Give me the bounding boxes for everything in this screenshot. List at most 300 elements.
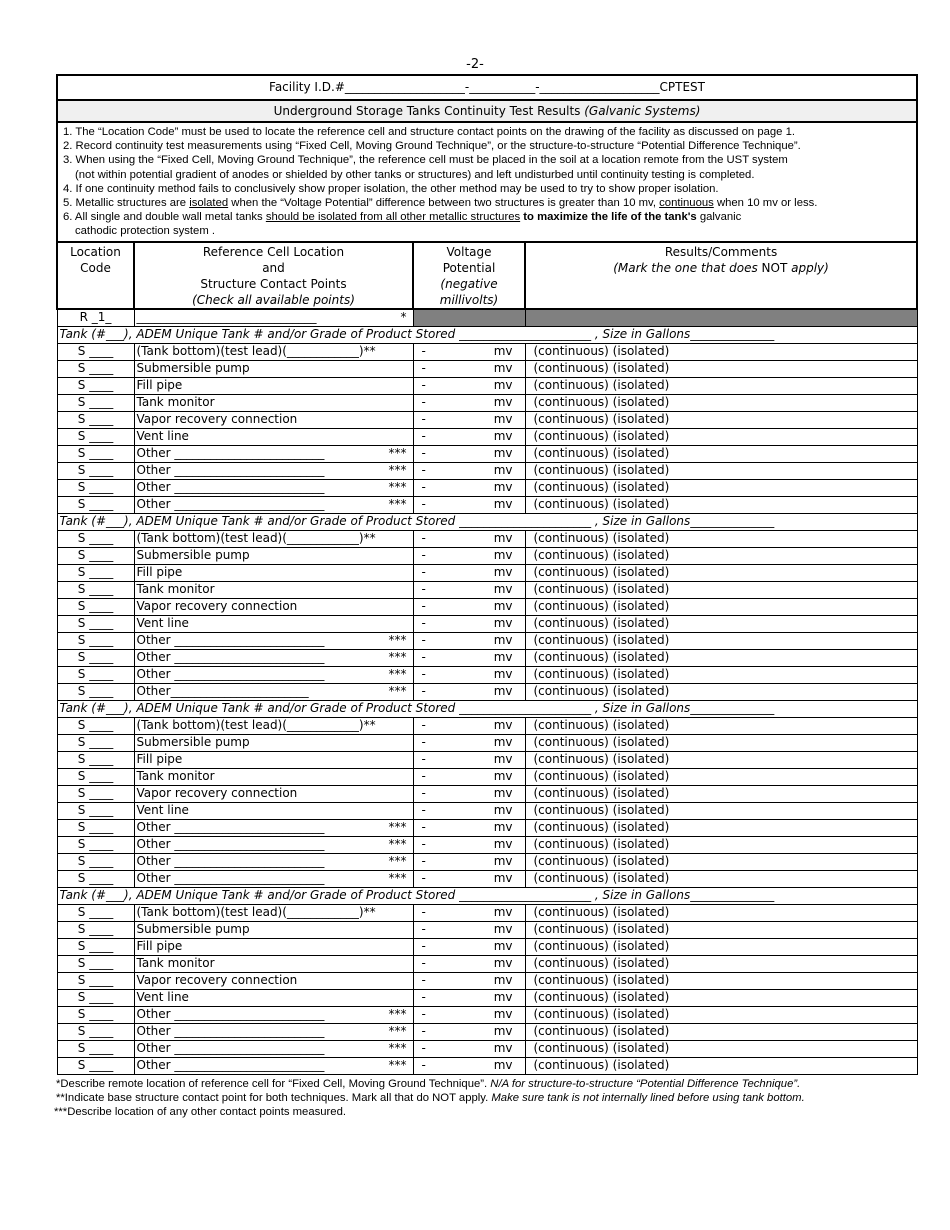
voltage-cell[interactable] — [413, 989, 525, 1006]
footnote-mark: *** — [388, 819, 407, 834]
mv-unit: mv — [493, 343, 513, 358]
tank-header[interactable]: Tank (#___), ADEM Unique Tank # and/or Grade of Product Stored ______________________ , Size in Gallons______________ — [57, 326, 917, 343]
voltage-cell[interactable] — [413, 785, 525, 802]
voltage-cell[interactable] — [413, 394, 525, 411]
location-code-cell[interactable]: S ____ — [57, 904, 134, 921]
contact-point-label: Other _________________________ — [136, 446, 325, 461]
contact-point-cell[interactable] — [134, 1006, 413, 1023]
voltage-cell[interactable] — [413, 972, 525, 989]
contact-point-cell[interactable] — [134, 785, 413, 802]
location-code-cell[interactable]: S ____ — [57, 768, 134, 785]
contact-point-label: Other _________________________ — [136, 1041, 325, 1056]
mv-unit: mv — [493, 581, 513, 596]
table-row — [57, 955, 917, 972]
contact-point-label: Other _________________________ — [136, 1007, 325, 1022]
reference-row — [57, 309, 917, 327]
voltage-cell[interactable] — [413, 615, 525, 632]
voltage-cell[interactable] — [413, 496, 525, 513]
location-code-cell[interactable]: S ____ — [57, 683, 134, 700]
contact-point-cell[interactable] — [134, 734, 413, 751]
header-line: and — [262, 260, 285, 275]
contact-point-cell[interactable] — [134, 717, 413, 734]
negative-sign: - — [421, 377, 426, 392]
contact-point-cell[interactable] — [134, 819, 413, 836]
contact-point-cell[interactable] — [134, 751, 413, 768]
location-code-cell[interactable]: S ____ — [57, 1057, 134, 1074]
negative-sign: - — [421, 768, 426, 783]
contact-point-label: Tank monitor — [136, 395, 215, 410]
location-code-cell[interactable]: S ____ — [57, 377, 134, 394]
mv-unit: mv — [493, 785, 513, 800]
contact-point-label: Vent line — [136, 803, 189, 818]
location-code-cell[interactable]: S ____ — [57, 632, 134, 649]
table-row — [57, 530, 917, 547]
voltage-cell[interactable] — [413, 955, 525, 972]
contact-point-label: Other _________________________ — [136, 820, 325, 835]
contact-point-cell[interactable] — [134, 853, 413, 870]
contact-point-cell[interactable] — [134, 666, 413, 683]
contact-point-cell[interactable] — [134, 683, 413, 700]
location-code-cell[interactable]: S ____ — [57, 496, 134, 513]
negative-sign: - — [421, 734, 426, 749]
location-code-cell[interactable]: S ____ — [57, 547, 134, 564]
voltage-cell[interactable] — [413, 581, 525, 598]
reference-description[interactable] — [134, 309, 413, 327]
contact-point-cell[interactable] — [134, 479, 413, 496]
contact-point-label: Vent line — [136, 429, 189, 444]
reference-code[interactable]: R _1_ — [57, 309, 134, 327]
voltage-cell[interactable] — [413, 734, 525, 751]
location-code-cell[interactable]: S ____ — [57, 955, 134, 972]
mv-unit: mv — [493, 870, 513, 885]
footnote-1 — [56, 1077, 916, 1091]
voltage-cell[interactable] — [413, 921, 525, 938]
table-row — [57, 683, 917, 700]
voltage-cell[interactable] — [413, 530, 525, 547]
instruction-6-bold: to maximize the life of the tank's — [520, 211, 697, 224]
header-line: Code — [80, 260, 111, 275]
tank-header[interactable]: Tank (#___), ADEM Unique Tank # and/or Grade of Product Stored ______________________ , Size in Gallons______________ — [57, 513, 917, 530]
contact-point-label: Other _________________________ — [136, 837, 325, 852]
voltage-header — [413, 242, 525, 309]
location-code-cell[interactable]: S ____ — [57, 819, 134, 836]
contact-point-cell[interactable] — [134, 411, 413, 428]
mv-unit: mv — [493, 955, 513, 970]
result-cell[interactable]: (continuous) (isolated) — [525, 479, 917, 496]
contact-point-cell[interactable] — [134, 462, 413, 479]
contact-point-cell[interactable] — [134, 1023, 413, 1040]
result-cell[interactable]: (continuous) (isolated) — [525, 955, 917, 972]
contact-point-cell[interactable] — [134, 615, 413, 632]
table-row — [57, 615, 917, 632]
location-code-cell[interactable]: S ____ — [57, 564, 134, 581]
header-line: (negative — [440, 276, 498, 291]
result-cell[interactable]: (continuous) (isolated) — [525, 1040, 917, 1057]
voltage-cell[interactable] — [413, 938, 525, 955]
location-code-cell[interactable]: S ____ — [57, 360, 134, 377]
contact-point-label: Vapor recovery connection — [136, 786, 298, 801]
table-row — [57, 564, 917, 581]
contact-point-cell[interactable] — [134, 530, 413, 547]
table-row — [57, 547, 917, 564]
result-cell[interactable]: (continuous) (isolated) — [525, 683, 917, 700]
contact-point-cell[interactable] — [134, 921, 413, 938]
result-cell[interactable]: (continuous) (isolated) — [525, 1006, 917, 1023]
result-cell[interactable]: (continuous) (isolated) — [525, 394, 917, 411]
location-code-cell[interactable]: S ____ — [57, 428, 134, 445]
contact-point-label: Other _________________________ — [136, 633, 325, 648]
location-code-cell[interactable]: S ____ — [57, 615, 134, 632]
footnote-mark: *** — [388, 836, 407, 851]
table-row — [57, 462, 917, 479]
result-cell[interactable]: (continuous) (isolated) — [525, 428, 917, 445]
mv-unit: mv — [493, 717, 513, 732]
table-row — [57, 972, 917, 989]
location-code-cell[interactable]: S ____ — [57, 751, 134, 768]
mv-unit: mv — [493, 734, 513, 749]
voltage-cell[interactable] — [413, 598, 525, 615]
instruction-6-part: galvanic — [696, 211, 742, 224]
location-code-cell[interactable]: S ____ — [57, 666, 134, 683]
contact-point-label: Fill pipe — [136, 378, 183, 393]
negative-sign: - — [421, 530, 426, 545]
footnote-text: *Describe remote location of reference cell for “Fixed Cell, Moving Ground Technique”. — [56, 1077, 491, 1090]
header-not: NOT — [761, 260, 788, 275]
result-cell[interactable]: (continuous) (isolated) — [525, 445, 917, 462]
location-code-cell[interactable]: S ____ — [57, 802, 134, 819]
negative-sign: - — [421, 938, 426, 953]
instruction-5-part: 5. Metallic structures are — [63, 197, 190, 210]
location-code-cell[interactable]: S ____ — [57, 853, 134, 870]
facility-id-line[interactable]: Facility I.D.#____________________-___________-____________________CPTEST — [57, 75, 917, 100]
contact-point-label: Submersible pump — [136, 361, 250, 376]
table-row — [57, 938, 917, 955]
contact-point-cell[interactable] — [134, 1040, 413, 1057]
result-cell[interactable]: (continuous) (isolated) — [525, 649, 917, 666]
contact-point-cell[interactable] — [134, 343, 413, 360]
negative-sign: - — [421, 564, 426, 579]
negative-sign: - — [421, 1057, 426, 1072]
result-cell[interactable]: (continuous) (isolated) — [525, 836, 917, 853]
header-line: (Check all available points) — [192, 292, 355, 307]
contact-point-cell[interactable] — [134, 547, 413, 564]
voltage-cell[interactable] — [413, 632, 525, 649]
contact-point-cell[interactable] — [134, 836, 413, 853]
footnote-mark: *** — [388, 445, 407, 460]
voltage-cell[interactable] — [413, 462, 525, 479]
tank-header-row — [57, 513, 917, 530]
voltage-cell[interactable] — [413, 819, 525, 836]
footnote-mark: *** — [388, 853, 407, 868]
instruction-6-underlined: should be isolated from all other metallic structures — [265, 211, 521, 224]
result-cell[interactable]: (continuous) (isolated) — [525, 717, 917, 734]
table-row — [57, 853, 917, 870]
contact-point-cell[interactable] — [134, 428, 413, 445]
contact-point-label: Other _________________________ — [136, 1058, 325, 1073]
footnote-mark: *** — [388, 496, 407, 511]
table-row — [57, 649, 917, 666]
negative-sign: - — [421, 751, 426, 766]
result-cell[interactable]: (continuous) (isolated) — [525, 564, 917, 581]
location-code-cell[interactable]: S ____ — [57, 411, 134, 428]
result-cell[interactable]: (continuous) (isolated) — [525, 530, 917, 547]
negative-sign: - — [421, 785, 426, 800]
table-row — [57, 921, 917, 938]
voltage-cell[interactable] — [413, 717, 525, 734]
location-code-cell[interactable]: S ____ — [57, 530, 134, 547]
negative-sign: - — [421, 632, 426, 647]
contact-point-label: Other _________________________ — [136, 650, 325, 665]
mv-unit: mv — [493, 989, 513, 1004]
voltage-cell[interactable] — [413, 411, 525, 428]
contact-point-label: Other _________________________ — [136, 497, 325, 512]
result-cell[interactable]: (continuous) (isolated) — [525, 360, 917, 377]
contact-point-cell[interactable] — [134, 360, 413, 377]
footnote-mark: *** — [388, 1057, 407, 1072]
result-cell[interactable]: (continuous) (isolated) — [525, 819, 917, 836]
contact-point-label: Other _________________________ — [136, 1024, 325, 1039]
instruction-5-part: when the “Voltage Potential” difference between two structures is greater than 10 mv, — [228, 197, 660, 210]
mv-unit: mv — [493, 564, 513, 579]
contact-point-cell[interactable] — [134, 581, 413, 598]
contact-point-cell[interactable] — [134, 955, 413, 972]
mv-unit: mv — [493, 479, 513, 494]
voltage-cell[interactable] — [413, 479, 525, 496]
results-header — [525, 242, 917, 309]
location-code-cell[interactable]: S ____ — [57, 921, 134, 938]
result-cell[interactable]: (continuous) (isolated) — [525, 496, 917, 513]
footnote-mark: *** — [388, 1006, 407, 1021]
contact-point-label: Vapor recovery connection — [136, 412, 298, 427]
instruction-6-part: 6. All single and double wall metal tanks — [63, 211, 266, 224]
location-code-cell[interactable]: S ____ — [57, 972, 134, 989]
location-code-cell[interactable]: S ____ — [57, 785, 134, 802]
contact-point-cell[interactable] — [134, 632, 413, 649]
mv-unit: mv — [493, 530, 513, 545]
result-cell[interactable]: (continuous) (isolated) — [525, 870, 917, 887]
contact-point-label: (Tank bottom)(test lead)(____________)** — [136, 718, 376, 733]
result-cell[interactable]: (continuous) (isolated) — [525, 751, 917, 768]
negative-sign: - — [421, 360, 426, 375]
contact-point-cell[interactable] — [134, 377, 413, 394]
negative-sign: - — [421, 819, 426, 834]
result-cell[interactable]: (continuous) (isolated) — [525, 411, 917, 428]
mv-unit: mv — [493, 411, 513, 426]
tank-header[interactable]: Tank (#___), ADEM Unique Tank # and/or Grade of Product Stored ______________________ , Size in Gallons______________ — [57, 700, 917, 717]
location-code-cell[interactable]: S ____ — [57, 734, 134, 751]
location-code-cell[interactable]: S ____ — [57, 870, 134, 887]
table-row — [57, 989, 917, 1006]
footnote-mark: *** — [388, 683, 407, 698]
mv-unit: mv — [493, 632, 513, 647]
contact-point-cell[interactable] — [134, 972, 413, 989]
contact-point-cell[interactable] — [134, 598, 413, 615]
result-cell[interactable]: (continuous) (isolated) — [525, 921, 917, 938]
contact-point-cell[interactable] — [134, 564, 413, 581]
table-row — [57, 479, 917, 496]
table-row — [57, 666, 917, 683]
contact-point-label: Other _________________________ — [136, 463, 325, 478]
contact-point-cell[interactable] — [134, 989, 413, 1006]
contact-point-cell[interactable] — [134, 1057, 413, 1074]
location-code-cell[interactable]: S ____ — [57, 1040, 134, 1057]
location-code-cell[interactable]: S ____ — [57, 581, 134, 598]
contact-point-cell[interactable] — [134, 445, 413, 462]
contact-point-label: Vent line — [136, 616, 189, 631]
voltage-cell[interactable] — [413, 649, 525, 666]
voltage-cell[interactable] — [413, 445, 525, 462]
contact-point-label: Other _________________________ — [136, 480, 325, 495]
voltage-cell[interactable] — [413, 904, 525, 921]
contact-point-cell[interactable] — [134, 870, 413, 887]
footnote-mark: *** — [388, 462, 407, 477]
negative-sign: - — [421, 955, 426, 970]
instruction-3-cont: (not within potential gradient of anodes or shielded by other tanks or structures) and left undisturbed until continuity testing is completed. — [75, 168, 755, 181]
voltage-cell[interactable] — [413, 1023, 525, 1040]
voltage-cell[interactable] — [413, 751, 525, 768]
contact-point-cell[interactable] — [134, 904, 413, 921]
location-code-cell[interactable]: S ____ — [57, 1023, 134, 1040]
result-cell[interactable]: (continuous) (isolated) — [525, 734, 917, 751]
table-row — [57, 870, 917, 887]
footnotes — [56, 1077, 916, 1119]
table-row — [57, 734, 917, 751]
result-cell[interactable]: (continuous) (isolated) — [525, 853, 917, 870]
mv-unit: mv — [493, 836, 513, 851]
contact-point-label: (Tank bottom)(test lead)(____________)** — [136, 344, 376, 359]
location-code-cell[interactable]: S ____ — [57, 1006, 134, 1023]
contact-point-label: Other_______________________ — [136, 684, 309, 699]
voltage-cell[interactable] — [413, 377, 525, 394]
contact-point-label: Fill pipe — [136, 939, 183, 954]
location-code-header — [57, 242, 134, 309]
negative-sign: - — [421, 428, 426, 443]
voltage-cell[interactable] — [413, 428, 525, 445]
location-code-cell[interactable]: S ____ — [57, 836, 134, 853]
table-row — [57, 802, 917, 819]
mv-unit: mv — [493, 649, 513, 664]
voltage-cell[interactable] — [413, 853, 525, 870]
result-cell[interactable]: (continuous) (isolated) — [525, 938, 917, 955]
footnote-mark: *** — [388, 870, 407, 885]
voltage-cell[interactable] — [413, 1057, 525, 1074]
header-line: apply) — [787, 260, 829, 275]
tank-header[interactable]: Tank (#___), ADEM Unique Tank # and/or Grade of Product Stored ______________________ , Size in Gallons______________ — [57, 887, 917, 904]
header-line: Potential — [442, 260, 496, 275]
mv-unit: mv — [493, 360, 513, 375]
location-code-cell[interactable]: S ____ — [57, 445, 134, 462]
table-row — [57, 751, 917, 768]
voltage-cell[interactable] — [413, 343, 525, 360]
mv-unit: mv — [493, 462, 513, 477]
location-code-cell[interactable]: S ____ — [57, 717, 134, 734]
location-code-cell[interactable]: S ____ — [57, 649, 134, 666]
contact-point-cell[interactable] — [134, 496, 413, 513]
mv-unit: mv — [493, 428, 513, 443]
result-cell[interactable]: (continuous) (isolated) — [525, 666, 917, 683]
negative-sign: - — [421, 411, 426, 426]
footnote-mark: *** — [388, 1040, 407, 1055]
contact-point-cell[interactable] — [134, 394, 413, 411]
location-code-cell[interactable]: S ____ — [57, 343, 134, 360]
result-cell[interactable]: (continuous) (isolated) — [525, 989, 917, 1006]
instruction-6 — [63, 210, 911, 224]
contact-point-label: (Tank bottom)(test lead)(____________)** — [136, 531, 376, 546]
result-cell[interactable]: (continuous) (isolated) — [525, 1023, 917, 1040]
contact-point-label: (Tank bottom)(test lead)(____________)** — [136, 905, 376, 920]
footnote-mark: *** — [388, 479, 407, 494]
reference-cell-header — [134, 242, 413, 309]
location-code-cell[interactable]: S ____ — [57, 394, 134, 411]
voltage-cell[interactable] — [413, 360, 525, 377]
tank-header-row — [57, 700, 917, 717]
voltage-cell[interactable] — [413, 564, 525, 581]
instruction-5 — [63, 196, 911, 210]
contact-point-label: Vapor recovery connection — [136, 599, 298, 614]
negative-sign: - — [421, 717, 426, 732]
contact-point-cell[interactable] — [134, 768, 413, 785]
mv-unit: mv — [493, 683, 513, 698]
negative-sign: - — [421, 836, 426, 851]
location-code-cell[interactable]: S ____ — [57, 479, 134, 496]
voltage-cell[interactable] — [413, 768, 525, 785]
location-code-cell[interactable]: S ____ — [57, 462, 134, 479]
result-cell[interactable]: (continuous) (isolated) — [525, 343, 917, 360]
voltage-cell[interactable] — [413, 836, 525, 853]
mv-unit: mv — [493, 768, 513, 783]
contact-point-cell[interactable] — [134, 938, 413, 955]
instruction-4: 4. If one continuity method fails to conclusively show proper isolation, the other method may be used to try to show proper isolation. — [63, 182, 719, 195]
result-cell[interactable]: (continuous) (isolated) — [525, 581, 917, 598]
voltage-cell[interactable] — [413, 683, 525, 700]
table-row — [57, 768, 917, 785]
form-container — [56, 74, 916, 1119]
contact-point-cell[interactable] — [134, 649, 413, 666]
voltage-cell[interactable] — [413, 547, 525, 564]
result-cell[interactable]: (continuous) (isolated) — [525, 547, 917, 564]
location-code-cell[interactable]: S ____ — [57, 598, 134, 615]
result-cell[interactable]: (continuous) (isolated) — [525, 768, 917, 785]
instruction-5-isolated: isolated — [189, 197, 229, 210]
result-cell[interactable]: (continuous) (isolated) — [525, 632, 917, 649]
location-code-cell[interactable]: S ____ — [57, 989, 134, 1006]
location-code-cell[interactable]: S ____ — [57, 938, 134, 955]
result-cell[interactable]: (continuous) (isolated) — [525, 785, 917, 802]
result-cell[interactable]: (continuous) (isolated) — [525, 904, 917, 921]
voltage-cell[interactable] — [413, 1006, 525, 1023]
table-row — [57, 785, 917, 802]
negative-sign: - — [421, 870, 426, 885]
contact-point-label: Tank monitor — [136, 582, 215, 597]
voltage-cell[interactable] — [413, 666, 525, 683]
result-cell[interactable]: (continuous) (isolated) — [525, 802, 917, 819]
mv-unit: mv — [493, 598, 513, 613]
result-cell[interactable]: (continuous) (isolated) — [525, 1057, 917, 1074]
result-cell[interactable]: (continuous) (isolated) — [525, 462, 917, 479]
voltage-cell[interactable] — [413, 870, 525, 887]
contact-point-cell[interactable] — [134, 802, 413, 819]
contact-point-label: Tank monitor — [136, 956, 215, 971]
contact-point-label: Other _________________________ — [136, 854, 325, 869]
table-row — [57, 496, 917, 513]
result-cell[interactable]: (continuous) (isolated) — [525, 615, 917, 632]
result-cell[interactable]: (continuous) (isolated) — [525, 598, 917, 615]
result-cell[interactable]: (continuous) (isolated) — [525, 377, 917, 394]
result-cell[interactable]: (continuous) (isolated) — [525, 972, 917, 989]
mv-unit: mv — [493, 972, 513, 987]
voltage-cell[interactable] — [413, 802, 525, 819]
voltage-cell[interactable] — [413, 1040, 525, 1057]
